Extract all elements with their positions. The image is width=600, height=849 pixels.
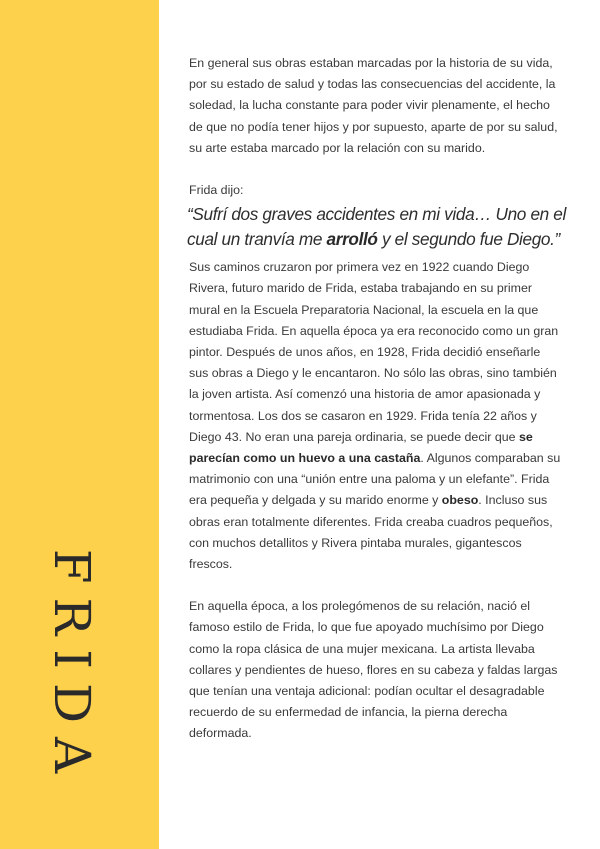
paragraph-main-bold-2: obeso <box>441 493 479 508</box>
quote-part-1: “Sufrí dos graves accidentes en mi vida… Uno en el cual un tranvía me <box>187 204 566 250</box>
paragraph-main-part-1: Sus caminos cruzaron por primera vez en 1922 cuando Diego Rivera, futuro marido de Frida, estaba trabajando en su primer mural en la Escuela Preparatoria Nacional, la escuela en la que estudiaba Frida. En aquella época ya era reconocido como un gran pintor. Después de unos años, en 1928, Frida decidió enseñarle sus obras a Diego y le encantaron. No sólo las obras, sino también la joven artista. Así comenzó una historia de amor apasionada y tormentosa. Los dos se casaron en 1929. Frida tenía 22 años y Diego 43. No eran una pareja ordinaria, se puede decir que <box>189 260 559 444</box>
quote-lead: Frida dijo: <box>189 183 244 198</box>
quote-text <box>187 202 567 252</box>
article-body <box>187 53 566 745</box>
paragraph-main-bold-1: se parecían como un huevo a una castaña <box>189 429 533 466</box>
paragraph-main-part-2: . Algunos comparaban su matrimonio con una “unión entre una paloma y un elefante”. Frida era pequeña y delgada y su marido enorme y <box>189 451 561 508</box>
quote-bold: arrolló <box>326 229 378 250</box>
paragraph-intro: En general sus obras estaban marcadas por la historia de su vida, por su estado de salud y todas las consecuencias del accidente, la soledad, la lucha constante para poder vivir plenamente, el hecho de que no podía tener hijos y por supuesto, aparte de por su salud, su arte estaba marcado por la relación con su marido. <box>189 56 558 155</box>
sidebar-title: FRIDA <box>43 548 101 788</box>
paragraph-style: En aquella época, a los prolegómenos de su relación, nació el famoso estilo de Frida, lo que fue apoyado muchísimo por Diego como la ropa clásica de una mujer mexicana. La artista llevaba collares y pendientes de hueso, flores en su cabeza y faldas largas que tenían una ventaja adicional: podían ocultar el desagradable recuerdo de su enfermedad de infancia, la pierna derecha deformada. <box>189 599 558 741</box>
sidebar-panel <box>0 0 159 849</box>
paragraph-main <box>189 257 563 575</box>
paragraph-main-part-3: . Incluso sus obras eran totalmente diferentes. Frida creaba cuadros pequeños, con muchos detallitos y Rivera pintaba murales, gigantescos frescos. <box>189 493 553 572</box>
quote-part-2: y el segundo fue Diego.” <box>377 229 560 250</box>
